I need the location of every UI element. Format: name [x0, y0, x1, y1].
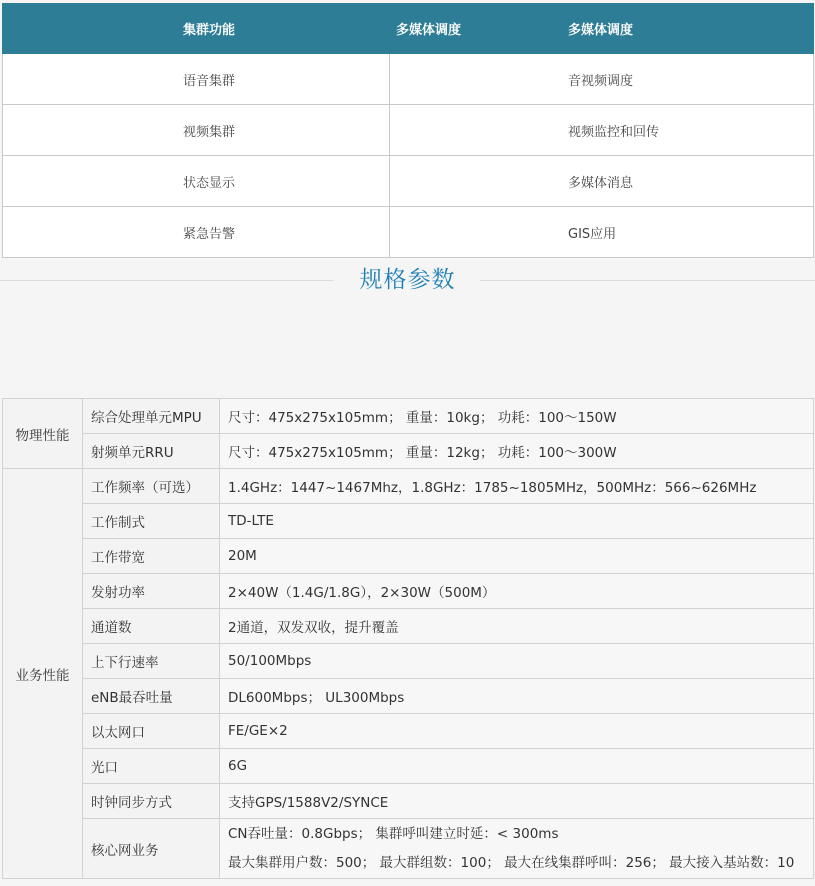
spec-name: eNB最吞吐量	[83, 679, 220, 714]
table-row	[3, 469, 814, 504]
feature-right-cell: 音视频调度	[390, 54, 814, 105]
table-row	[3, 644, 814, 679]
table-row	[3, 609, 814, 644]
header-trunking-function: 集群功能	[3, 4, 390, 54]
table-row	[3, 714, 814, 749]
table-row	[3, 54, 814, 105]
spec-value: TD-LTE	[220, 504, 814, 539]
table-row	[3, 399, 814, 434]
category-physical: 物理性能	[3, 399, 83, 469]
spec-name: 工作制式	[83, 504, 220, 539]
category-service: 业务性能	[3, 469, 83, 879]
table-row	[3, 574, 814, 609]
spec-value: 50/100Mbps	[220, 644, 814, 679]
spec-name: 以太网口	[83, 714, 220, 749]
divider-right	[480, 280, 815, 281]
table-row	[3, 105, 814, 156]
feature-left-cell: 紧急告警	[3, 207, 390, 258]
spec-name: 射频单元RRU	[83, 434, 220, 469]
header-multimedia-dispatch	[390, 4, 814, 54]
table-row	[3, 784, 814, 819]
table-row	[3, 156, 814, 207]
spec-table	[2, 398, 814, 879]
spec-value: 支持GPS/1588V2/SYNCE	[220, 784, 814, 819]
spec-name: 上下行速率	[83, 644, 220, 679]
feature-right-cell: 多媒体消息	[390, 156, 814, 207]
spec-value: DL600Mbps； UL300Mbps	[220, 679, 814, 714]
spec-name: 光口	[83, 749, 220, 784]
section-heading	[0, 262, 815, 298]
section-title: 规格参数	[359, 267, 456, 293]
feature-right-cell: 视频监控和回传	[390, 105, 814, 156]
header-multimedia-dispatch-b: 多媒体调度	[568, 23, 634, 38]
spec-name: 综合处理单元MPU	[83, 399, 220, 434]
spec-value: 2×40W（1.4G/1.8G），2×30W（500M）	[220, 574, 814, 609]
spec-value: 尺寸：475x275x105mm； 重量：12kg； 功耗：100～300W	[220, 434, 814, 469]
spec-name: 工作频率（可选）	[83, 469, 220, 504]
feature-left-cell: 语音集群	[3, 54, 390, 105]
feature-left-cell: 状态显示	[3, 156, 390, 207]
spec-value: FE/GE×2	[220, 714, 814, 749]
spec-name: 发射功率	[83, 574, 220, 609]
spec-value-line: 最大集群用户数：500； 最大群组数：100； 最大在线集群呼叫：256； 最大接入基站数：10	[228, 854, 795, 871]
feature-right-cell: GIS应用	[390, 207, 814, 258]
spec-value: 1.4GHz：1447~1467Mhz，1.8GHz：1785~1805MHz，500MHz：566~626MHz	[220, 469, 814, 504]
spec-value: 6G	[220, 749, 814, 784]
table-row	[3, 679, 814, 714]
feature-table-header	[3, 4, 814, 54]
spec-name: 通道数	[83, 609, 220, 644]
spec-name: 核心网业务	[83, 819, 220, 879]
table-row	[3, 819, 814, 879]
spec-value-line: CN吞吐量：0.8Gbps； 集群呼叫建立时延：< 300ms	[228, 825, 559, 842]
table-row	[3, 539, 814, 574]
spec-value: 2通道，双发双收，提升覆盖	[220, 609, 814, 644]
table-row	[3, 207, 814, 258]
feature-left-cell: 视频集群	[3, 105, 390, 156]
feature-table	[2, 3, 814, 258]
spec-value	[220, 819, 814, 879]
spec-value: 20M	[220, 539, 814, 574]
header-multimedia-dispatch-a: 多媒体调度	[396, 23, 462, 38]
table-row	[3, 504, 814, 539]
table-row	[3, 434, 814, 469]
spec-name: 时钟同步方式	[83, 784, 220, 819]
spec-name: 工作带宽	[83, 539, 220, 574]
table-row	[3, 749, 814, 784]
spec-value: 尺寸：475x275x105mm； 重量：10kg； 功耗：100～150W	[220, 399, 814, 434]
